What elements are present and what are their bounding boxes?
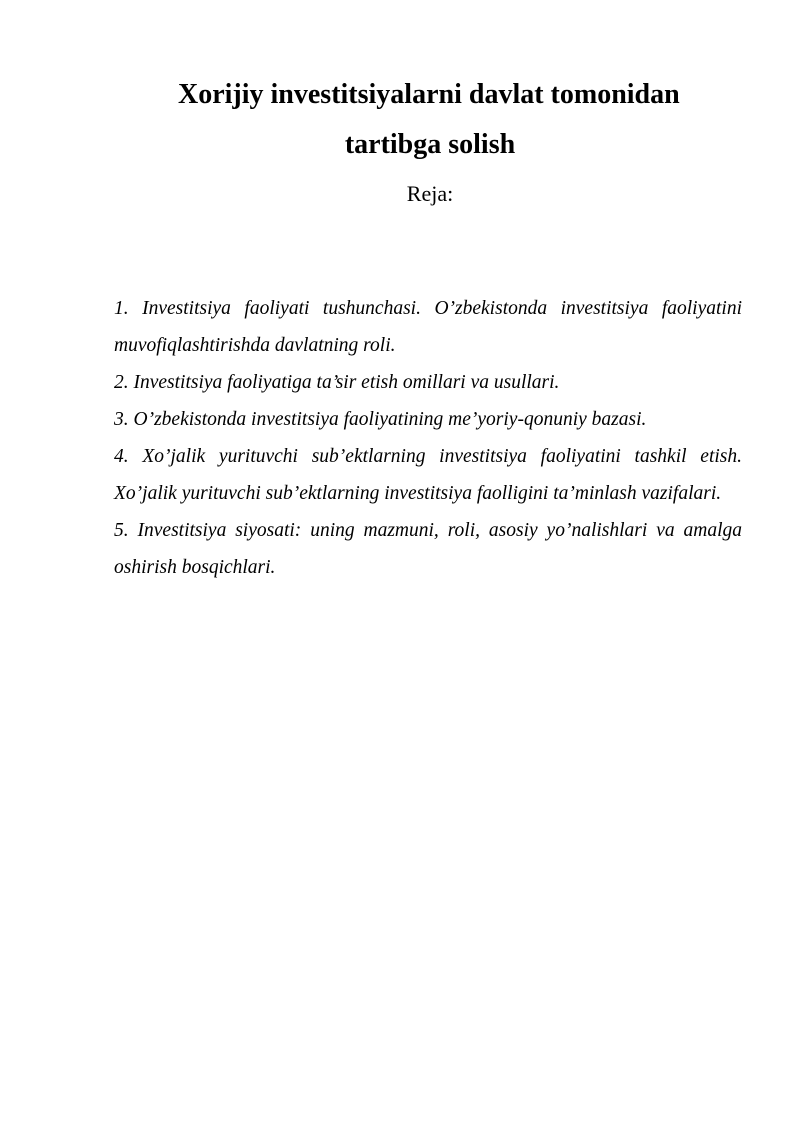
plan-item-4: 4. Xo’jalik yurituvchi sub’ektlarning investitsiya faoliyatini tashkil etish. Xo’jalik yurituvchi sub’ektlarning investitsiya faolligini ta’minlash vazifalari. <box>114 446 742 504</box>
plan-item-5: 5. Investitsiya siyosati: uning mazmuni, roli, asosiy yo’nalishlari va amalga oshirish bosqichlari. <box>114 520 742 578</box>
plan-list <box>114 290 742 586</box>
document-title-line-1: Xorijiy investitsiyalarni davlat tomonidan <box>178 79 680 110</box>
plan-item-3: 3. O’zbekistonda investitsiya faoliyatining me’yoriy-qonuniy bazasi. <box>114 409 647 430</box>
plan-heading: Reja: <box>406 181 454 206</box>
plan-item-1: 1. Investitsiya faoliyati tushunchasi. O’zbekistonda investitsiya faoliyatini muvofiqlashtirishda davlatning roli. <box>114 298 742 356</box>
plan-item-2: 2. Investitsiya faoliyatiga ta’sir etish omillari va usullari. <box>114 372 560 393</box>
document-title-line-2: tartibga solish <box>344 129 516 160</box>
